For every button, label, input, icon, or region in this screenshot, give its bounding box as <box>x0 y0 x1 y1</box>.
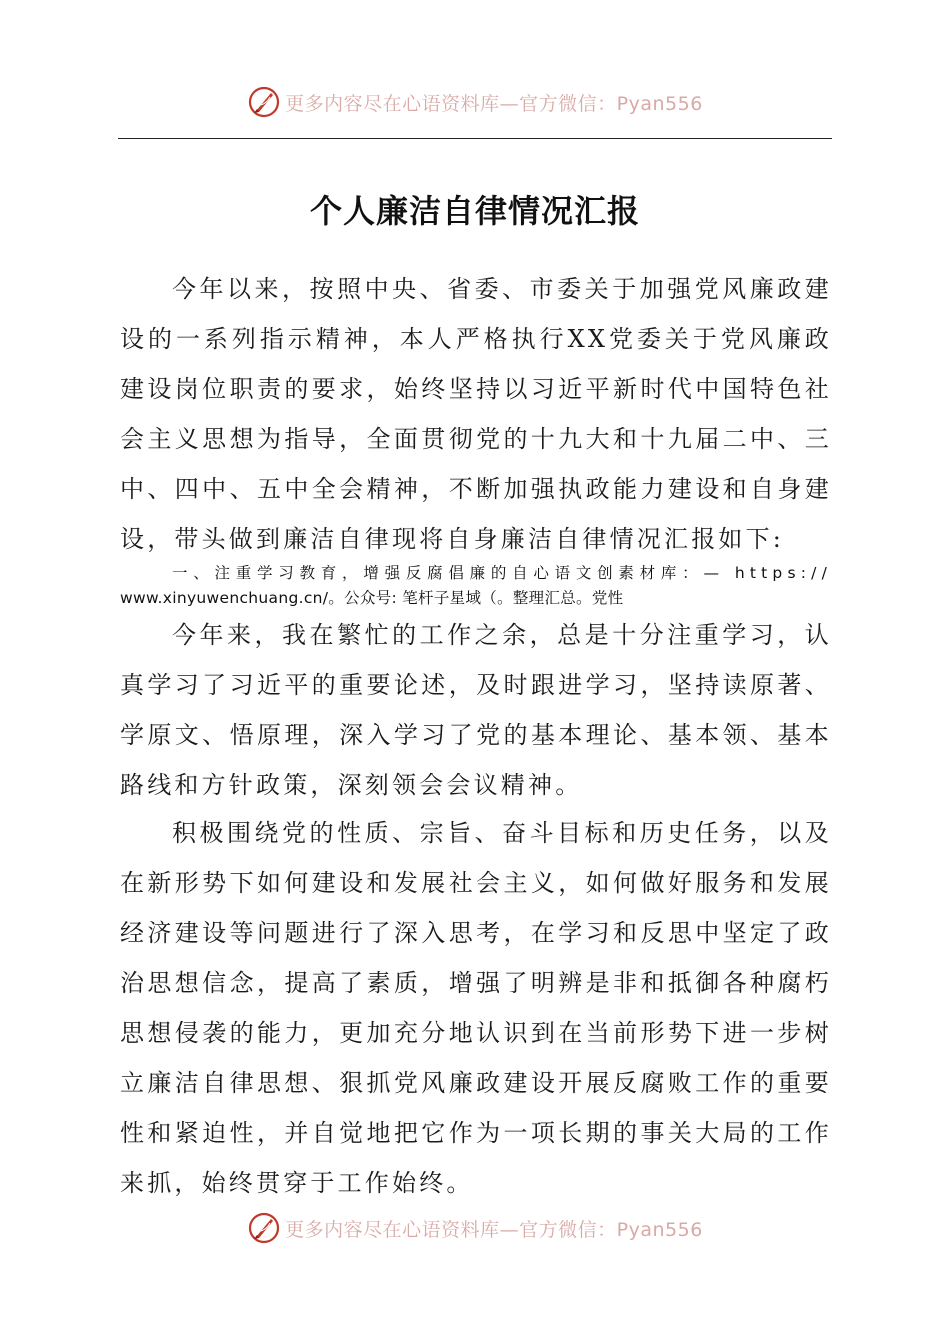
footer-banner-text: 更多内容尽在心语资料库—官方微信：Pyan556 <box>285 1218 703 1241</box>
intro-text: 今年以来，按照中央、省委、市委关于加强党风廉政建设的一系列指示精神，本人严格执行XX党委关于党风廉政建设岗位职责的要求，始终坚持以习近平新时代中国特色社会主义思想为指导，全面贯彻党的十九大和十九届二中、三中、四中、五中全会精神，不断加强执政能力建设和自身建设，带头做到廉洁自律现将自身廉洁自律情况汇报如下: <box>120 275 832 553</box>
reflection-paragraph <box>120 808 832 1208</box>
study-paragraph <box>120 610 832 810</box>
header-banner <box>0 82 950 122</box>
header-banner-text: 更多内容尽在心语资料库—官方微信：Pyan556 <box>285 92 703 115</box>
footer-banner-handle: Pyan556 <box>616 1218 703 1241</box>
header-banner-handle: Pyan556 <box>616 92 703 115</box>
section-heading-line2: www.xinyuwenchuang.cn/。公众号: 笔杆子星域（。整理汇总。党性 <box>120 589 624 607</box>
reflection-text: 积极围绕党的性质、宗旨、奋斗目标和历史任务，以及在新形势下如何建设和发展社会主义，如何做好服务和发展经济建设等问题进行了深入思考，在学习和反思中坚定了政治思想信念，提高了素质，增强了明辨是非和抵御各种腐朽思想侵袭的能力，更加充分地认识到在当前形势下进一步树立廉洁自律思想、狠抓党风廉政建设开展反腐败工作的重要性和紧迫性，并自觉地把它作为一项长期的事关大局的工作来抓，始终贯穿于工作始终。 <box>120 819 832 1197</box>
intro-paragraph <box>120 264 832 564</box>
header-divider <box>118 138 832 139</box>
study-text: 今年来，我在繁忙的工作之余，总是十分注重学习，认真学习了习近平的重要论述，及时跟进学习，坚持读原著、学原文、悟原理，深入学习了党的基本理论、基本领、基本路线和方针政策，深刻领会会议精神。 <box>120 621 832 799</box>
quill-pen-logo-icon <box>247 85 281 119</box>
footer-banner <box>0 1208 950 1248</box>
quill-pen-logo-icon <box>247 1211 281 1245</box>
section-heading <box>120 561 832 611</box>
section-heading-line1: 一、注重学习教育，增强反腐倡廉的自心语文创素材库：— https:// <box>172 564 832 582</box>
document-title: 个人廉洁自律情况汇报 <box>309 192 640 230</box>
